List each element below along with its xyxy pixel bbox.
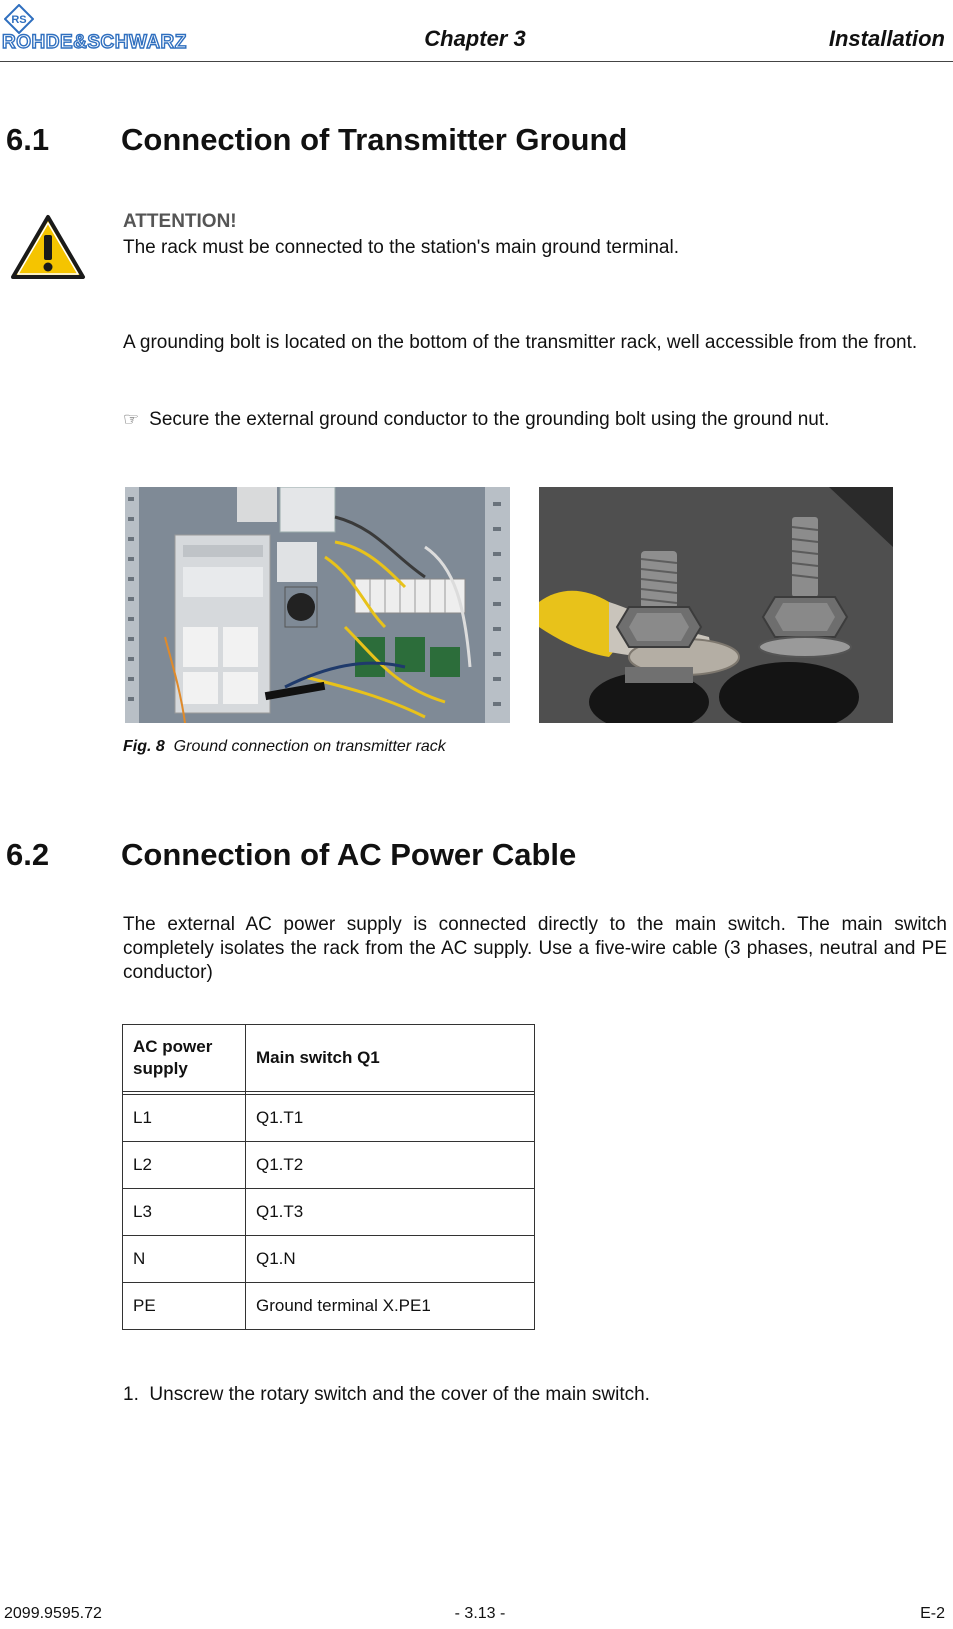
header-divider [0, 61, 953, 62]
section-number: 6.1 [6, 122, 50, 157]
table-row [123, 1142, 535, 1189]
section-6-2-heading [6, 837, 906, 877]
attention-text: The rack must be connected to the station's main ground terminal. [123, 237, 679, 258]
instruction-bullet [123, 407, 829, 432]
table-cell: Ground terminal X.PE1 [246, 1283, 535, 1330]
table-cell: N [123, 1236, 246, 1283]
table-row [123, 1095, 535, 1142]
pointing-hand-icon: ☞ [123, 409, 140, 429]
table-cell: L2 [123, 1142, 246, 1189]
step-number: 1. [123, 1384, 139, 1405]
section-title: Connection of AC Power Cable [121, 837, 577, 872]
table-header-ac-supply: AC power supply [123, 1025, 246, 1092]
section-label: Installation [828, 26, 945, 51]
step-1 [123, 1383, 650, 1407]
chapter-label: Chapter 3 [424, 26, 526, 51]
table-cell: L1 [123, 1095, 246, 1142]
wiring-table [122, 1024, 535, 1330]
attention-label: ATTENTION! [123, 211, 237, 232]
ac-power-paragraph: The external AC power supply is connected directly to the main switch. The main switch completely isolates the rack from the AC supply. Use a five-wire cable (3 phases, neutral and PE conductor) [123, 914, 947, 983]
table-cell: Q1.T3 [246, 1189, 535, 1236]
table-cell: PE [123, 1283, 246, 1330]
rohde-schwarz-logo [2, 4, 224, 53]
table-header-main-switch: Main switch Q1 [246, 1025, 535, 1092]
rs-diamond-icon [4, 4, 34, 34]
warning-icon [10, 213, 86, 281]
table-cell: Q1.N [246, 1236, 535, 1283]
figure-label: Fig. 8 [123, 738, 165, 755]
table-cell: Q1.T1 [246, 1095, 535, 1142]
revision-label: E-2 [920, 1605, 945, 1622]
section-number: 6.2 [6, 837, 50, 872]
svg-text:RS: RS [11, 14, 27, 26]
figure-caption-text: Ground connection on transmitter rack [173, 738, 446, 755]
figure-caption [123, 738, 446, 756]
rack-interior-photo [125, 487, 510, 723]
section-6-1-heading [6, 122, 906, 162]
bullet-text: Secure the external ground conductor to the grounding bolt using the ground nut. [149, 409, 830, 430]
document-number: 2099.9595.72 [4, 1605, 102, 1622]
step-text: Unscrew the rotary switch and the cover of the main switch. [149, 1384, 650, 1405]
page-number: - 3.13 - [454, 1605, 506, 1622]
table-cell: Q1.T2 [246, 1142, 535, 1189]
grounding-paragraph: A grounding bolt is located on the bottom of the transmitter rack, well accessible from the front. [123, 332, 918, 353]
table-row [123, 1236, 535, 1283]
ground-bolt-photo [539, 487, 893, 723]
section-title: Connection of Transmitter Ground [121, 122, 628, 157]
table-header-row [123, 1025, 535, 1092]
table-cell: L3 [123, 1189, 246, 1236]
table-row [123, 1189, 535, 1236]
logo-text: ROHDE&SCHWARZ [2, 32, 187, 53]
table-row [123, 1283, 535, 1330]
